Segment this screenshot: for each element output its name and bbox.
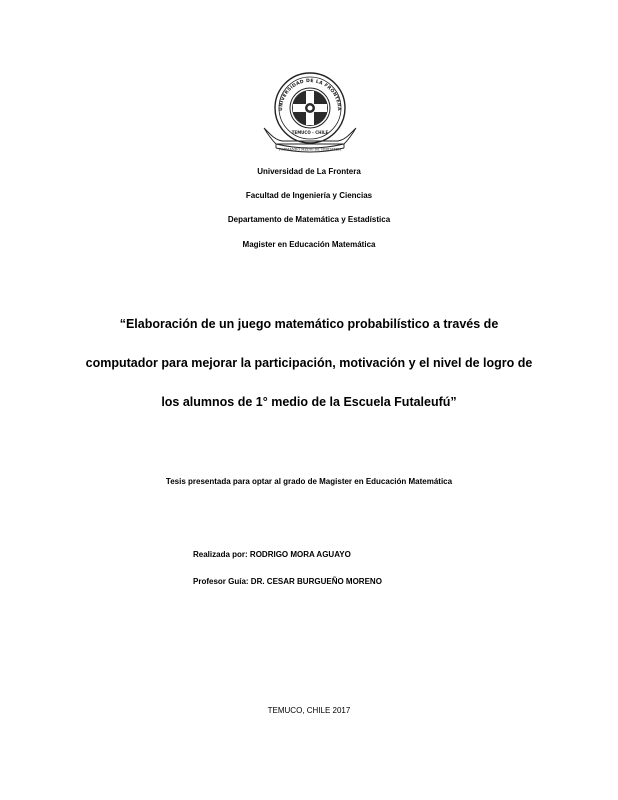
thesis-statement: Tesis presentada para optar al grado de Magister en Educación Matemática <box>165 477 453 486</box>
program-name: Magister en Educación Matemática <box>242 240 376 249</box>
advisor-name: DR. CESAR BURGUEÑO MORENO <box>248 577 382 586</box>
place-date: TEMUCO, CHILE 2017 <box>267 706 351 715</box>
author-label: Realizada por: <box>193 550 248 559</box>
thesis-title-line-3: los alumnos de 1° medio de la Escuela Futaleufú” <box>161 395 457 409</box>
thesis-title-line-1: “Elaboración de un juego matemático probabilístico a través de <box>119 317 499 331</box>
author-line <box>193 550 351 560</box>
faculty-name: Facultad de Ingeniería y Ciencias <box>245 191 373 200</box>
university-seal-icon <box>258 68 362 158</box>
seal-bottom-text: TEMUCO - CHILE <box>291 130 329 135</box>
thesis-title-line-2: computador para mejorar la participación, motivación y el nivel de logro de <box>85 356 533 370</box>
university-name: Universidad de La Frontera <box>257 167 361 176</box>
advisor-label: Profesor Guía: <box>193 577 249 586</box>
seal-top-text: UNIVERSIDAD DE LA FRONTERA <box>278 78 342 112</box>
author-name: RODRIGO MORA AGUAYO <box>247 550 351 559</box>
department-name: Departamento de Matemática y Estadística <box>227 215 391 224</box>
advisor-line <box>193 577 382 587</box>
seal-motto: FORMANDO MEDIO DE VERITATEM <box>278 147 342 152</box>
